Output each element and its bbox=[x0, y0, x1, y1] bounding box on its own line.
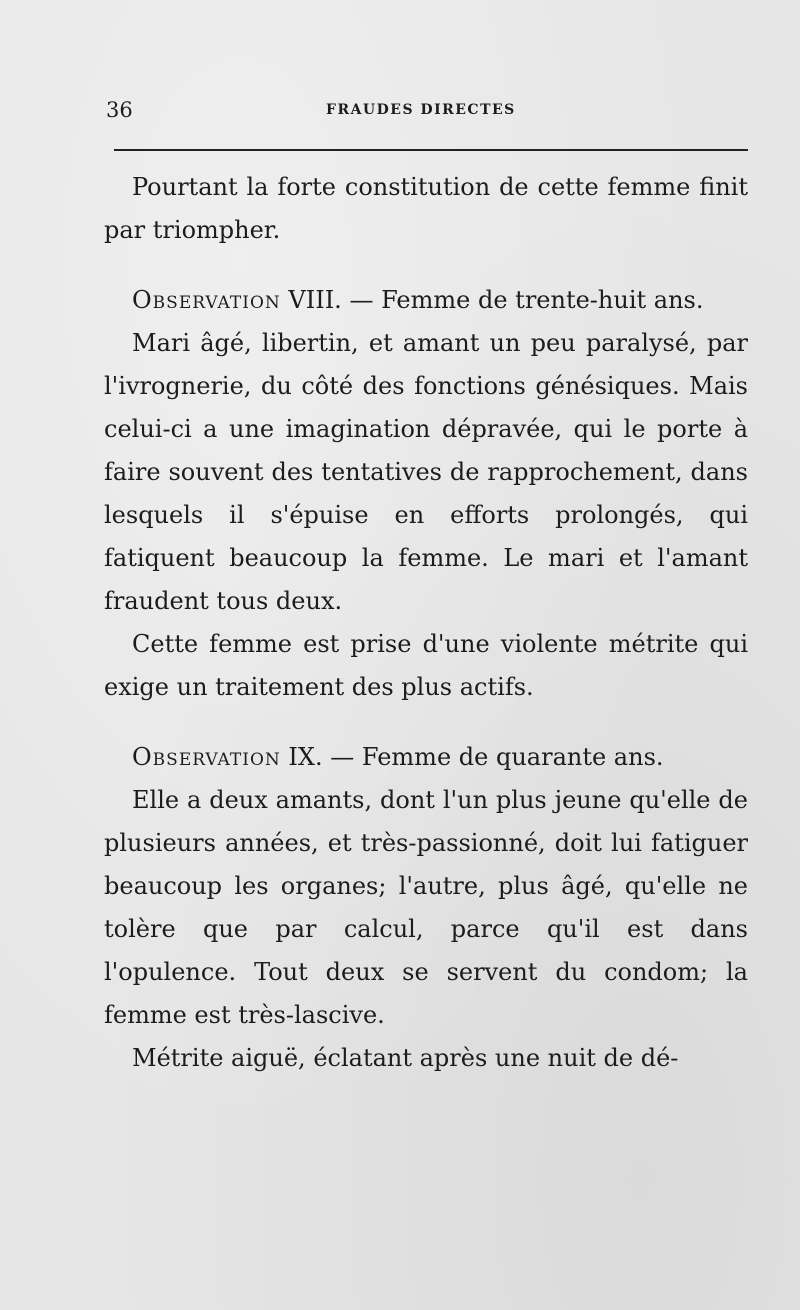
observation-9-number: IX. bbox=[288, 743, 323, 771]
paragraph-amants: Elle a deux amants, dont l'un plus jeune qu'elle de plusieurs années, et très-passionné, doit lui fatiguer beaucoup les organes; l'autre, plus âgé, qu'elle ne tolère que par calcul, parce qu'il est dans l'opulence. Tout deux se servent du condom; la femme est très-lascive. bbox=[104, 786, 748, 1029]
observation-8-number: VIII. bbox=[288, 286, 342, 314]
running-head bbox=[106, 98, 746, 128]
observation-8-label: Observation bbox=[132, 286, 281, 314]
paragraph-constitution: Pourtant la forte constitution de cette femme finit par triompher. bbox=[104, 173, 748, 244]
page-number: 36 bbox=[106, 98, 133, 122]
observation-8-subject: — Femme de trente-huit ans. bbox=[349, 286, 704, 314]
observation-8-heading bbox=[104, 279, 748, 322]
paragraph-metrite: Cette femme est prise d'une violente métrite qui exige un traitement des plus actifs. bbox=[104, 630, 748, 701]
observation-9-label: Observation bbox=[132, 743, 281, 771]
paragraph-metrite-aigue: Métrite aiguë, éclatant après une nuit de dé- bbox=[132, 1044, 679, 1072]
running-title: FRAUDES DIRECTES bbox=[326, 102, 516, 118]
paragraph-mari: Mari âgé, libertin, et amant un peu paralysé, par l'ivrognerie, du côté des fonctions génésiques. Mais celui-ci a une imagination dépravée, qui le porte à faire souvent des tentatives de rapprochement, dans lesquels il s'épuise en efforts prolongés, qui fatiquent beaucoup la femme. Le mari et l'amant fraudent tous deux. bbox=[104, 329, 748, 615]
observation-9-heading bbox=[104, 736, 748, 779]
header-rule bbox=[114, 149, 748, 151]
page-body bbox=[104, 166, 748, 1080]
observation-9-subject: — Femme de quarante ans. bbox=[330, 743, 664, 771]
